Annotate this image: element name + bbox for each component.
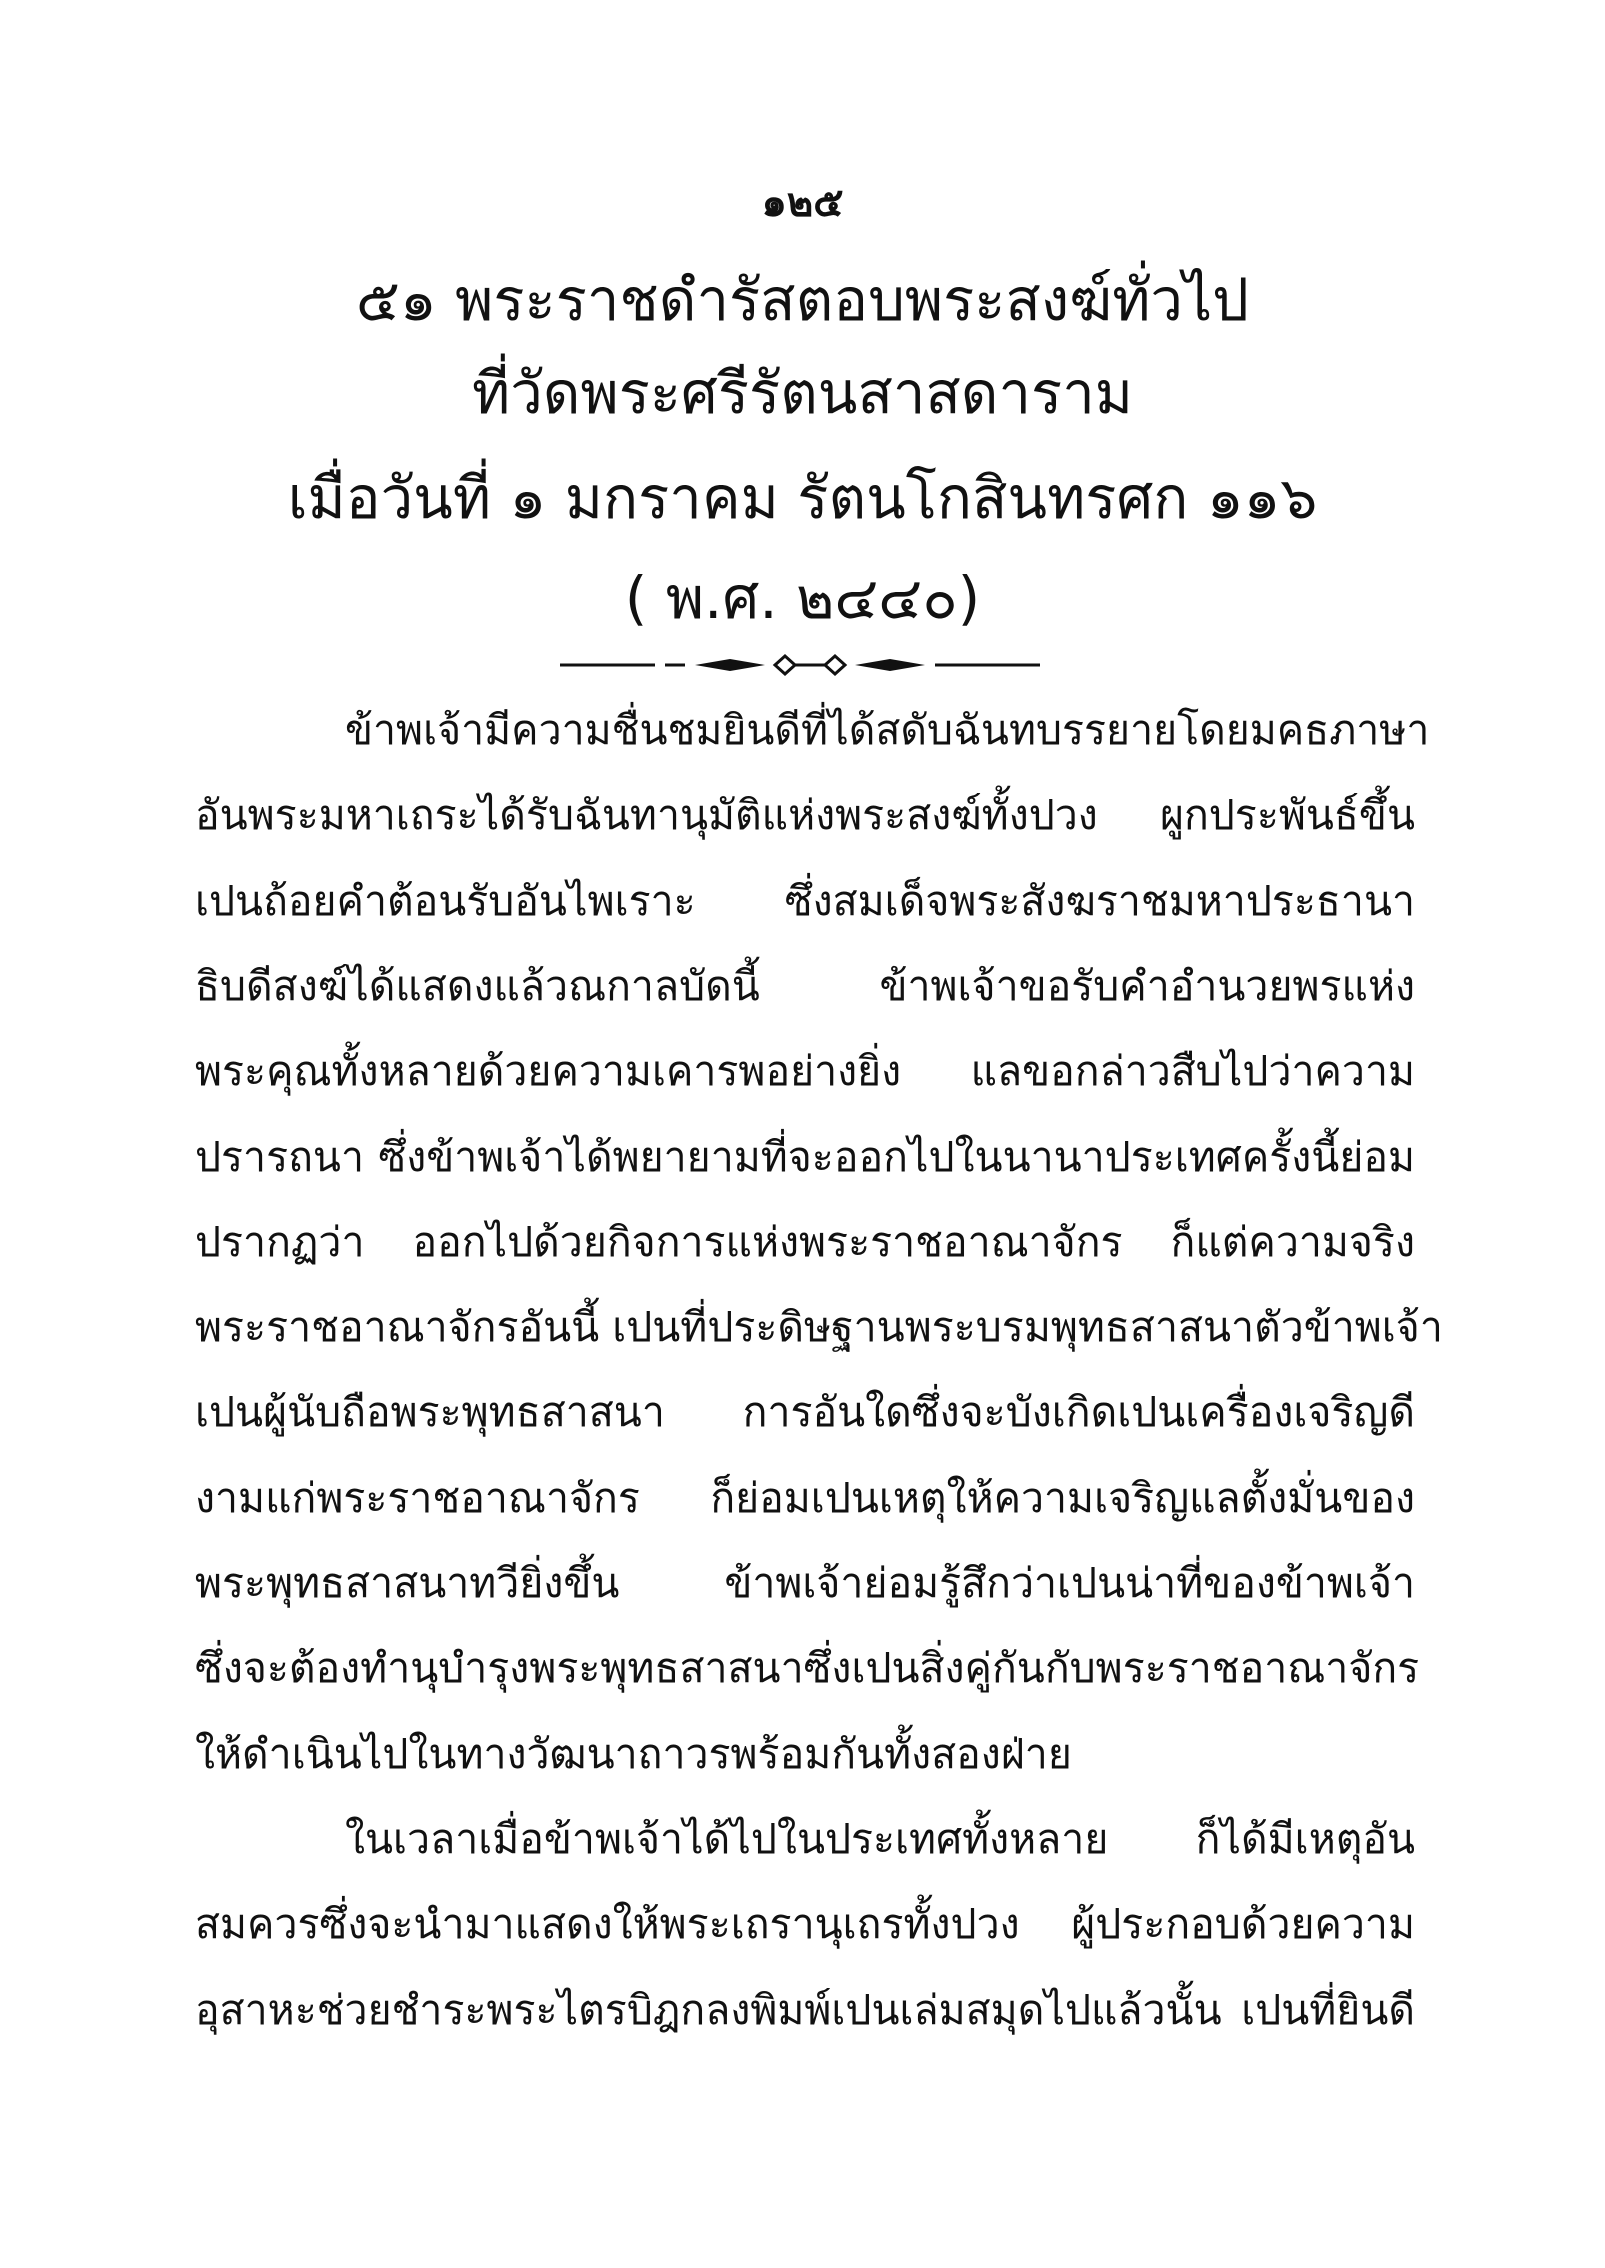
title-line-4: ( พ.ศ. ๒๔๔๐): [624, 564, 981, 632]
body-line: [195, 1382, 1415, 1442]
body-line: [195, 1212, 1415, 1272]
body-line-segment: ก็ได้มีเหตุอัน: [1195, 1815, 1415, 1863]
body-line-segment: เปนที่ยินดี: [1241, 1986, 1415, 2034]
body-line-segment: การอันใดซึ่งจะบังเกิดเปนเครื่องเจริญดี: [742, 1388, 1415, 1436]
body-line-segment: ข้าพเจ้าย่อมรู้สึกว่าเปนน่าที่ของข้าพเจ้า: [724, 1559, 1415, 1607]
body-line-segment: สมควรซึ่งจะนำมาแสดงให้พระเถรานุเถรทั้งปวง: [195, 1900, 1020, 1948]
body-line-segment: ซึ่งจะต้องทำนุบำรุงพระพุทธสาสนา: [195, 1644, 804, 1692]
body-line: [195, 871, 1415, 931]
body-line-segment: ปรากฏว่า: [195, 1218, 365, 1266]
title-line-1: ๕๑ พระราชดำรัสตอบพระสงฆ์ทั่วไป: [356, 266, 1249, 334]
body-line: [195, 1553, 1415, 1613]
body-line-segment: ให้ดำเนินไปในทางวัฒนาถาวรพร้อมกันทั้งสองฝ่าย: [195, 1730, 1072, 1778]
body-line-segment: ซึ่งข้าพเจ้าได้พยายามที่จะออกไปในนานาประเทศครั้งนี้ย่อม: [378, 1133, 1415, 1181]
body-line-segment: ธิบดีสงฆ์ได้แสดงแล้วณกาลบัดนี้: [195, 962, 760, 1010]
body-line-segment: ก็แต่ความจริง: [1170, 1218, 1415, 1266]
body-line-segment: ตัวข้าพเจ้า: [1254, 1303, 1443, 1351]
body-line: [195, 1638, 1420, 1698]
body-line: [195, 1980, 1415, 2040]
body-line-segment: ข้าพเจ้าขอรับคำอำนวยพรแห่ง: [879, 962, 1415, 1010]
body-line: [195, 1297, 1443, 1357]
body-line: [195, 1468, 1415, 1528]
body-line-segment: ในเวลาเมื่อข้าพเจ้าได้ไปในประเทศทั้งหลาย: [345, 1815, 1109, 1863]
body-line: [195, 1809, 1415, 1869]
body-line-segment: เปนผู้นับถือพระพุทธสาสนา: [195, 1388, 665, 1436]
body-line: [195, 1724, 1415, 1784]
body-line-segment: ซึ่งเปนสิ่งคู่กันกับพระราชอาณาจักร: [803, 1644, 1420, 1692]
body-line-segment: พระราชอาณาจักรอันนี้ เปนที่ประดิษฐานพระบรมพุทธสาสนา: [195, 1303, 1255, 1351]
body-line-segment: ปรารถนา: [195, 1133, 364, 1181]
body-line-segment: อุสาหะช่วยชำระพระไตรบิฎกลงพิมพ์เปนเล่มสมุดไปแล้วนั้น: [195, 1986, 1222, 2034]
body-line-segment: เปนถ้อยคำต้อนรับอันไพเราะ: [195, 877, 696, 925]
body-line-segment: ผูกประพันธ์ขึ้น: [1159, 791, 1415, 839]
body-line-segment: อันพระมหาเถระได้รับฉันทานุมัติแห่งพระสงฆ์ทั้งปวง: [195, 791, 1098, 839]
body-line-segment: ซึ่งสมเด็จพระสังฆราชมหาประธานา: [784, 877, 1415, 925]
body-line-segment: ข้าพเจ้ามีความชื่นชมยินดี: [345, 706, 802, 754]
body-line: [195, 1041, 1415, 1101]
body-line-segment: ก็ย่อมเปนเหตุให้ความเจริญแลตั้งมั่นของ: [710, 1474, 1415, 1522]
body-line-segment: แลขอกล่าวสืบไปว่าความ: [970, 1047, 1415, 1095]
body-line: [195, 700, 1430, 760]
body-line: [195, 785, 1415, 845]
body-line: [195, 1894, 1415, 1954]
body-line-segment: ที่ได้สดับฉันทบรรยายโดยมคธภาษา: [801, 706, 1430, 754]
ornament-divider: [560, 650, 1040, 680]
title-line-2: ที่วัดพระศรีรัตนสาสดาราม: [472, 359, 1133, 427]
body-line: [195, 956, 1415, 1016]
body-line-segment: พระพุทธสาสนาทวียิ่งขึ้น: [195, 1559, 620, 1607]
body-line-segment: ออกไปด้วยกิจการแห่งพระราชอาณาจักร: [412, 1218, 1123, 1266]
body-line: [195, 1127, 1415, 1187]
title-line-3: เมื่อวันที่ ๑ มกราคม รัตนโกสินทรศก ๑๑๖: [287, 464, 1318, 532]
page-number: ๑๒๕: [761, 180, 844, 226]
body-line-segment: ผู้ประกอบด้วยความ: [1071, 1900, 1415, 1948]
body-line-segment: งามแก่พระราชอาณาจักร: [195, 1474, 640, 1522]
body-line-segment: พระคุณทั้งหลายด้วยความเคารพอย่างยิ่ง: [195, 1047, 902, 1095]
